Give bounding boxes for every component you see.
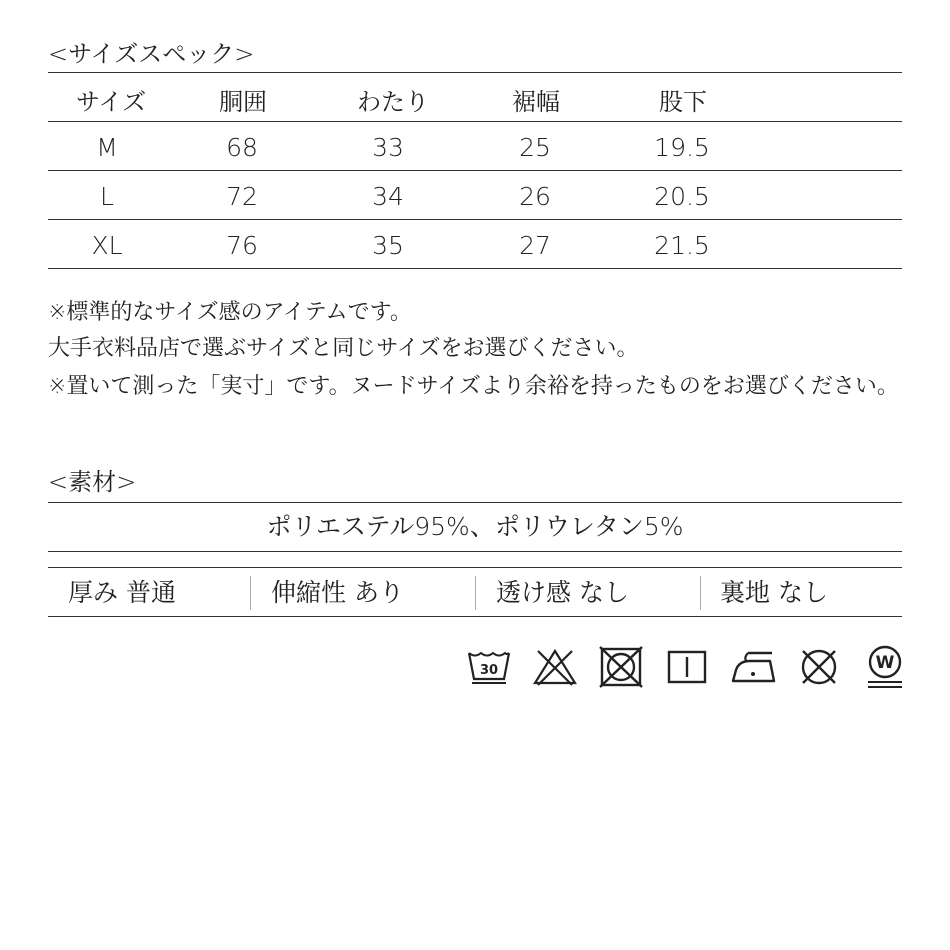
header-size: サイズ [76,88,147,116]
material-bottom-rule [48,551,902,552]
properties-top-rule [48,567,902,568]
row-size: M [96,133,118,162]
note-actual-measure: ※置いて測った「実寸」です。ヌードサイズより余裕を持ったものをお選びください。 [48,374,899,399]
wet-clean-icon [862,643,908,691]
no-bleach-icon [532,643,578,691]
row-inseam: 20.5 [654,182,710,211]
header-hem: 裾幅 [512,88,560,116]
header-inseam: 股下 [659,88,707,116]
line-dry-icon [664,643,710,691]
row-size: L [100,182,114,211]
row-hem: 26 [519,182,551,211]
property-divider [700,576,701,610]
material-composition: ポリエステル95%、ポリウレタン5% [266,512,684,541]
spec-table-bottom-rule [48,268,902,269]
property-stretch: 伸縮性 あり [271,578,404,607]
row-waist: 68 [226,133,258,162]
material-title: <素材> [48,468,137,496]
row-thigh: 35 [372,231,404,260]
row-thigh: 33 [372,133,404,162]
no-tumble-dry-icon [598,643,644,691]
property-divider [475,576,476,610]
header-waist: 胴囲 [219,88,267,116]
spec-table-top-rule [48,72,902,73]
row-waist: 72 [226,182,258,211]
no-dry-clean-icon [796,643,842,691]
row-size: XL [91,231,123,260]
note-store-size: 大手衣料品店で選ぶサイズと同じサイズをお選びください。 [48,336,639,361]
row-divider [48,219,902,220]
note-standard-size: ※標準的なサイズ感のアイテムです。 [48,300,412,325]
row-divider [48,170,902,171]
row-inseam: 19.5 [654,133,710,162]
row-waist: 76 [226,231,258,260]
row-hem: 27 [519,231,551,260]
row-thigh: 34 [372,182,404,211]
property-sheer: 透け感 なし [496,578,629,607]
wet-clean-letter: W [875,653,895,673]
size-spec-title: <サイズスペック> [48,40,255,68]
property-lining: 裏地 なし [720,578,828,607]
row-hem: 25 [519,133,551,162]
properties-bottom-rule [48,616,902,617]
wash-temp-label: 30 [479,663,499,678]
spec-table-header-rule [48,121,902,122]
property-divider [250,576,251,610]
property-thickness: 厚み 普通 [68,578,176,607]
iron-low-icon [730,643,776,691]
wash-30-icon [466,643,512,691]
row-inseam: 21.5 [654,231,710,260]
header-thigh: わたり [357,88,429,116]
